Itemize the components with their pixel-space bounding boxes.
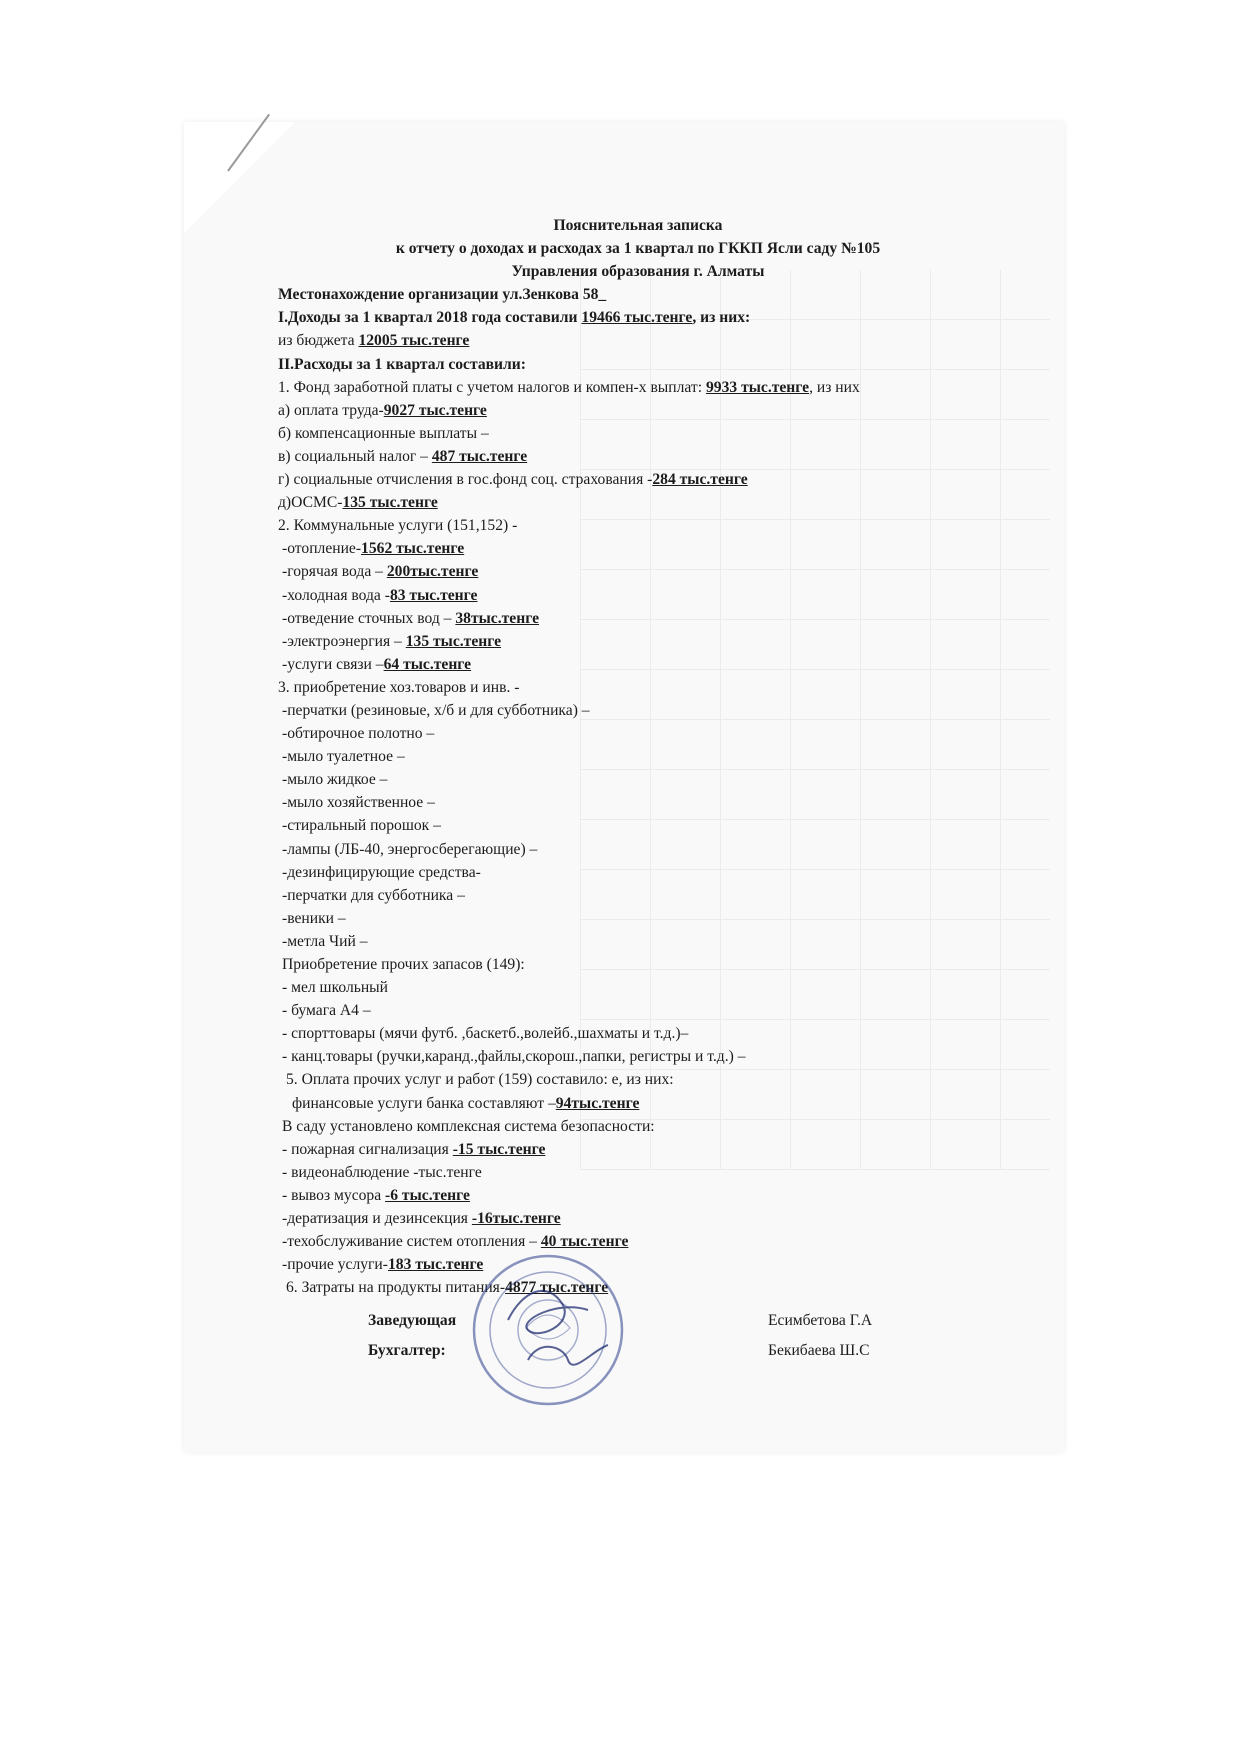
video-surveillance-line: - видеонаблюдение -тыс.тенге bbox=[282, 1163, 482, 1181]
electricity-line bbox=[278, 630, 938, 653]
fire-alarm-value: -15 тыс.тенге bbox=[452, 1140, 546, 1158]
document-body bbox=[278, 214, 938, 1369]
social-fund-value: 284 тыс.тенге bbox=[652, 471, 748, 489]
bank-services-prefix: финансовые услуги банка составляют – bbox=[292, 1094, 556, 1112]
hot-water-prefix: -горячая вода – bbox=[282, 563, 387, 581]
cold-water-prefix: -холодная вода - bbox=[282, 586, 390, 604]
sewage-line bbox=[278, 607, 938, 630]
sewage-value: 38тыс.тенге bbox=[455, 609, 539, 627]
document-title: Пояснительная записка bbox=[553, 217, 723, 234]
deratization-line bbox=[278, 1207, 938, 1230]
deratization-prefix: -дератизация и дезинсекция bbox=[282, 1210, 472, 1228]
osms-value: 135 тыс.тенге bbox=[342, 494, 438, 512]
payroll-value: 9933 тыс.тенге bbox=[705, 378, 810, 396]
household-item: -перчатки (резиновые, х/б и для субботника) – bbox=[282, 701, 590, 719]
bank-services-line bbox=[278, 1092, 938, 1115]
document-department: Управления образования г. Алматы bbox=[511, 263, 765, 281]
household-item: -стиральный порошок – bbox=[282, 817, 441, 835]
household-item: -веники – bbox=[282, 909, 346, 927]
income-budget-value: 12005 тыс.тенге bbox=[358, 332, 470, 350]
deratization-value: -16тыс.тенге bbox=[471, 1210, 561, 1228]
head-label: Заведующая bbox=[368, 1312, 457, 1330]
hot-water-line bbox=[278, 560, 938, 583]
social-tax-prefix: в) социальный налог – bbox=[278, 447, 432, 465]
household-item: -метла Чий – bbox=[282, 932, 368, 950]
household-item: -перчатки для субботника – bbox=[282, 886, 465, 904]
garbage-value: -6 тыс.тенге bbox=[385, 1186, 470, 1204]
security-heading: В саду установлено комплексная система безопасности: bbox=[282, 1117, 655, 1135]
income-heading bbox=[278, 306, 938, 329]
fire-alarm-line bbox=[278, 1138, 938, 1161]
compensation-line: б) компенсационные выплаты – bbox=[278, 424, 489, 442]
household-item: -мыло жидкое – bbox=[282, 771, 388, 789]
wages-line bbox=[278, 399, 938, 422]
household-heading: 3. приобретение хоз.товаров и инв. - bbox=[278, 678, 520, 696]
household-item: -лампы (ЛБ-40, энергосберегающие) – bbox=[282, 840, 538, 858]
other-supplies-item: - канц.товары (ручки,каранд.,файлы,скорош.,папки, регистры и т.д.) – bbox=[282, 1048, 746, 1066]
other-services-prefix: -прочие услуги- bbox=[282, 1256, 388, 1274]
osms-prefix: д)ОСМС- bbox=[278, 494, 343, 512]
communication-prefix: -услуги связи – bbox=[282, 655, 384, 673]
accountant-label: Бухгалтер: bbox=[368, 1342, 446, 1360]
income-budget-prefix: из бюджета bbox=[278, 332, 359, 350]
accountant-name: Бекибаева Ш.С bbox=[768, 1342, 870, 1360]
expenses-heading: II.Расходы за 1 квартал составили: bbox=[278, 355, 526, 373]
garbage-prefix: - вывоз мусора bbox=[282, 1186, 386, 1204]
payroll-prefix: 1. Фонд заработной платы с учетом налогов и компен-х выплат: bbox=[278, 378, 706, 396]
social-fund-prefix: г) социальные отчисления в гос.фонд соц. страхования - bbox=[278, 471, 653, 489]
other-supplies-item: - спорттовары (мячи футб. ,баскетб.,волейб.,шахматы и т.д.)– bbox=[282, 1025, 689, 1043]
electricity-value: 135 тыс.тенге bbox=[405, 632, 502, 650]
household-item: -мыло хозяйственное – bbox=[282, 794, 435, 812]
heating-value: 1562 тыс.тенге bbox=[361, 540, 465, 558]
social-fund-line bbox=[278, 468, 938, 491]
osms-line bbox=[278, 491, 938, 514]
other-supplies-item: - бумага А4 – bbox=[282, 1002, 371, 1020]
head-name: Есимбетова Г.А bbox=[768, 1312, 873, 1330]
income-heading-suffix: , из них: bbox=[692, 309, 751, 327]
heating-service-prefix: -техобслуживание систем отопления – bbox=[282, 1233, 541, 1251]
fire-alarm-prefix: - пожарная сигнализация bbox=[282, 1140, 453, 1158]
income-budget bbox=[278, 329, 938, 352]
communication-line bbox=[278, 653, 938, 676]
other-supplies-item: - мел школьный bbox=[282, 979, 389, 997]
utilities-heading: 2. Коммунальные услуги (151,152) - bbox=[278, 517, 518, 535]
household-item: -мыло туалетное – bbox=[282, 748, 405, 766]
household-item: -дезинфицирующие средства- bbox=[282, 863, 481, 881]
official-stamp bbox=[468, 1250, 628, 1410]
other-services-value: 183 тыс.тенге bbox=[387, 1256, 484, 1274]
household-item: -обтирочное полотно – bbox=[282, 725, 435, 743]
communication-value: 64 тыс.тенге bbox=[383, 655, 472, 673]
social-tax-value: 487 тыс.тенге bbox=[431, 447, 528, 465]
bank-services-value: 94тыс.тенге bbox=[555, 1094, 640, 1112]
hot-water-value: 200тыс.тенге bbox=[386, 563, 479, 581]
cold-water-value: 83 тыс.тенге bbox=[389, 586, 478, 604]
wages-value: 9027 тыс.тенге bbox=[383, 401, 487, 419]
garbage-line bbox=[278, 1184, 938, 1207]
wages-prefix: а) оплата труда- bbox=[278, 401, 384, 419]
income-heading-prefix: I.Доходы за 1 квартал 2018 года составили bbox=[278, 309, 582, 327]
payroll-line bbox=[278, 376, 938, 399]
payroll-suffix: , из них bbox=[809, 378, 860, 396]
organization-location: Местонахождение организации ул.Зенкова 58_ bbox=[278, 286, 607, 304]
electricity-prefix: -электроэнергия – bbox=[282, 632, 406, 650]
sewage-prefix: -отведение сточных вод – bbox=[282, 609, 456, 627]
food-value: 4877 тыс.тенге bbox=[505, 1279, 609, 1297]
heating-service-value: 40 тыс.тенге bbox=[540, 1233, 629, 1251]
heating-line bbox=[278, 537, 938, 560]
heating-prefix: -отопление- bbox=[282, 540, 362, 558]
income-total: 19466 тыс.тенге bbox=[581, 309, 693, 327]
cold-water-line bbox=[278, 584, 938, 607]
document-subtitle: к отчету о доходах и расходах за 1 квартал по ГККП Ясли саду №105 bbox=[395, 240, 881, 258]
other-supplies-heading: Приобретение прочих запасов (149): bbox=[282, 956, 525, 973]
food-prefix: 6. Затраты на продукты питания- bbox=[286, 1279, 506, 1297]
social-tax-line bbox=[278, 445, 938, 468]
services-heading: 5. Оплата прочих услуг и работ (159) составило: е, из них: bbox=[286, 1071, 674, 1089]
